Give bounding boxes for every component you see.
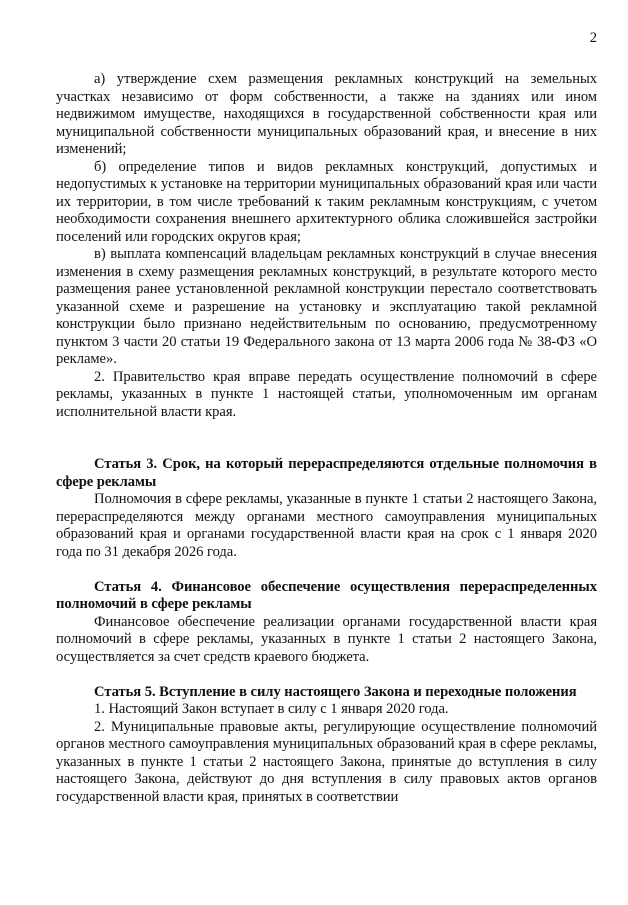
- article-5-heading: Статья 5. Вступление в силу настоящего Закона и переходные положения: [94, 683, 577, 700]
- document-body: [56, 71, 597, 806]
- article-5-item-2: 2. Муниципальные правовые акты, регулирующие осуществление полномочий органов местного самоуправления муниципальных образований края в сфере рекламы, указанных в пункте 1 статьи 2 настоящего Закона, принятые до вступления в силу настоящего Закона, действуют до дня вступления в силу правовых актов органов государственной власти края, принятых в соответствии: [56, 718, 597, 805]
- paragraph-b: б) определение типов и видов рекламных конструкций, допустимых и недопустимых к установке на территории муниципальных образований края или части их территории, в том числе требований к таким рекламным конструкциям, с учетом необходимости сохранения внешнего архитектурного облика сложившейся застройки поселений или городских округов края;: [56, 158, 597, 245]
- spacer: [56, 421, 597, 439]
- paragraph-2: 2. Правительство края вправе передать осуществление полномочий в сфере рекламы, указанных в пункте 1 настоящей статьи, уполномоченным им органам исполнительной власти края.: [56, 368, 597, 420]
- article-4-heading: Статья 4. Финансовое обеспечение осуществления перераспределенных полномочий в сфере рекламы: [56, 578, 597, 612]
- article-3-text: Полномочия в сфере рекламы, указанные в пункте 1 статьи 2 настоящего Закона, перераспределяются между органами местного самоуправления муниципальных образований края и органами государственной власти края на срок с 1 января 2020 года по 31 декабря 2026 года.: [56, 491, 597, 560]
- spacer: [56, 561, 597, 579]
- spacer: [56, 439, 597, 457]
- article-3-heading: Статья 3. Срок, на который перераспределяются отдельные полномочия в сфере рекламы: [56, 456, 597, 490]
- article-4-text: Финансовое обеспечение реализации органами государственной власти края полномочий в сфере рекламы, указанных в пункте 1 статьи 2 настоящего Закона, осуществляется за счет средств краевого бюджета.: [56, 613, 597, 665]
- paragraph-a: а) утверждение схем размещения рекламных конструкций на земельных участках независимо от форм собственности, а также на зданиях или ином недвижимом имуществе, находящихся в государственной собственности края или муниципальной собственности муниципальных образований края, и внесение в них изменений;: [56, 71, 597, 157]
- paragraph-v: в) выплата компенсаций владельцам рекламных конструкций в случае внесения изменения в схему размещения рекламных конструкций, в результате которого место размещения ранее установленной рекламной конструкции перестало соответствовать указанной схеме и разрешение на установку и эксплуатацию такой рекламной конструкции было признано недействительным по основанию, предусмотренному пунктом 3 части 20 статьи 19 Федерального закона от 13 марта 2006 года № 38-ФЗ «О рекламе».: [56, 246, 597, 367]
- spacer: [56, 666, 597, 684]
- article-5-item-1: 1. Настоящий Закон вступает в силу с 1 января 2020 года.: [94, 701, 449, 717]
- page-number: 2: [589, 30, 597, 46]
